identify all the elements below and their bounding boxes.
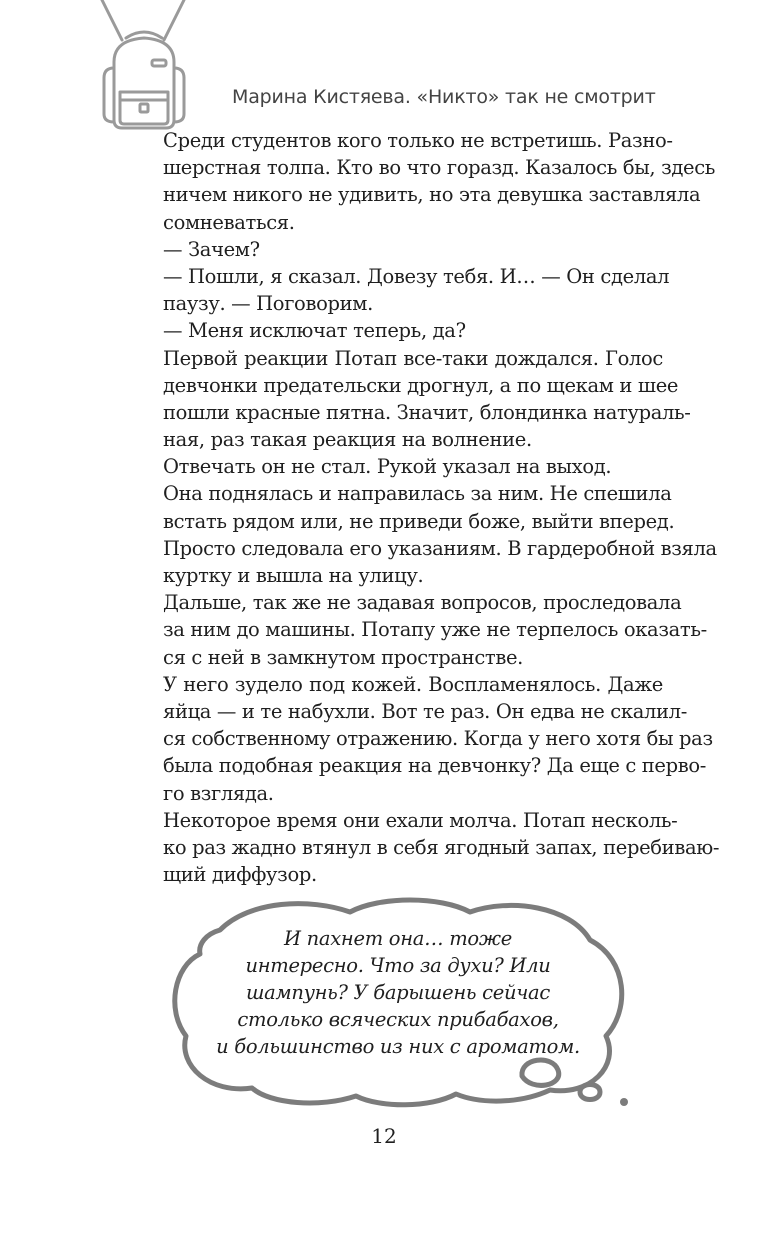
text-line: шерстная толпа. Кто во что горазд. Казалось бы, здесь: [163, 156, 716, 180]
thought-bubble-text: [208, 925, 588, 1060]
text-line: Среди студентов кого только не встретишь. Разно-: [163, 129, 673, 152]
text-line: Отвечать он не стал. Рукой указал на выход.: [163, 455, 612, 479]
text-line: Она поднялась и направилась за ним. Не спешила: [163, 482, 672, 506]
text-line: пошли красные пятна. Значит, блондинка натураль-: [163, 400, 691, 424]
thought-line: интересно. Что за духи? Или: [245, 954, 551, 977]
text-line: ничем никого не удивить, но эта девушка заставляла: [163, 183, 701, 207]
text-line: Первой реакции Потап все-таки дождался. Голос: [163, 346, 663, 370]
text-line: была подобная реакция на девчонку? Да еще с перво-: [163, 754, 707, 778]
text-line: яйца — и те набухли. Вот те раз. Он едва не скалил-: [163, 699, 687, 723]
text-line: ко раз жадно втянул в себя ягодный запах, перебиваю-: [163, 835, 720, 859]
text-line: сомневаться.: [163, 210, 295, 234]
text-line: куртку и вышла на улицу.: [163, 564, 424, 587]
text-line: ная, раз такая реакция на волнение.: [163, 428, 532, 452]
body-text: [163, 127, 720, 888]
text-line: Некоторое время они ехали молча. Потап несколь-: [163, 808, 678, 832]
text-line: Просто следовала его указаниям. В гардеробной взяла: [163, 536, 717, 560]
backpack-icon: [96, 0, 192, 132]
text-line: девчонки предательски дрогнул, а по щекам и шее: [163, 373, 679, 397]
running-head: Марина Кистяева. «Никто» так не смотрит: [232, 86, 656, 108]
text-line: У него зудело под кожей. Воспламенялось. Даже: [163, 672, 663, 696]
text-line: — Меня исключат теперь, да?: [163, 319, 466, 343]
text-line: щий диффузор.: [163, 863, 317, 887]
text-line: — Пошли, я сказал. Довезу тебя. И… — Он сделал: [163, 264, 670, 288]
text-line: Дальше, так же не задавая вопросов, проследовала: [163, 591, 682, 615]
thought-line: и большинство из них с ароматом.: [216, 1035, 580, 1058]
text-line: ся собственному отражению. Когда у него хотя бы раз: [163, 727, 713, 751]
text-line: го взгляда.: [163, 781, 274, 805]
text-line: встать рядом или, не приведи боже, выйти вперед.: [163, 509, 675, 533]
thought-line: шампунь? У барышень сейчас: [245, 981, 550, 1004]
text-line: ся с ней в замкнутом пространстве.: [163, 645, 523, 669]
page-number: 12: [371, 1124, 397, 1148]
text-line: паузу. — Поговорим.: [163, 292, 373, 316]
text-line: — Зачем?: [163, 237, 260, 261]
text-line: за ним до машины. Потапу уже не терпелось оказать-: [163, 618, 707, 642]
thought-line: столько всяческих прибабахов,: [237, 1008, 559, 1031]
thought-line: И пахнет она… тоже: [284, 927, 512, 950]
